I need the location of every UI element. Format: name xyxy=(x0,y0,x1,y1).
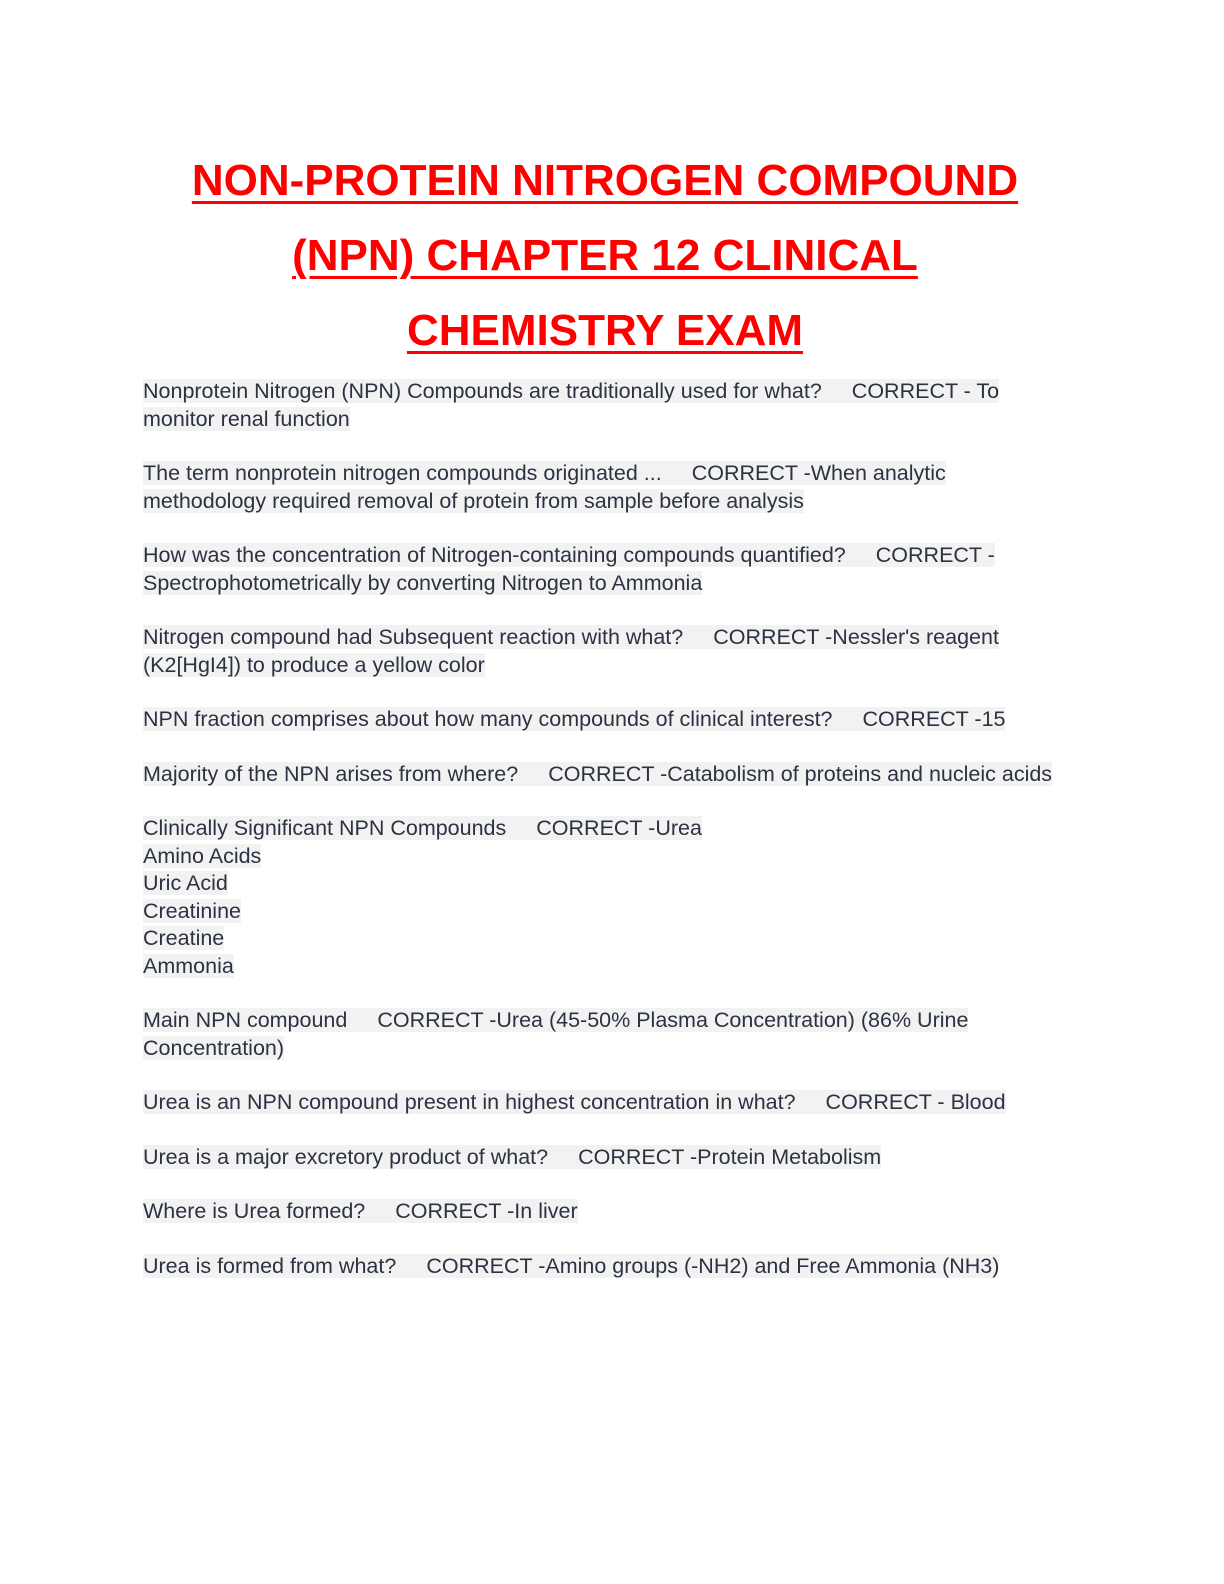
answer-line: Uric Acid xyxy=(143,871,228,895)
answer-text: CORRECT -Spectrophotometrically by converting Nitrogen to Ammonia xyxy=(143,543,995,595)
question-text: Urea is formed from what? xyxy=(143,1253,397,1278)
qa-item xyxy=(143,1007,1073,1062)
qa-item xyxy=(143,706,1073,734)
answer-text: CORRECT -Urea xyxy=(536,816,702,840)
qa-item xyxy=(143,460,1073,515)
qa-item xyxy=(143,1198,1073,1226)
answer-text: CORRECT -Protein Metabolism xyxy=(578,1144,882,1169)
qa-item xyxy=(143,378,1073,433)
answer-text: CORRECT -Urea (45-50% Plasma Concentration) (86% Urine Concentration) xyxy=(143,1008,969,1060)
answer-text: CORRECT -When analytic methodology required removal of protein from sample before analysis xyxy=(143,461,946,513)
answer-text: CORRECT -15 xyxy=(862,707,1006,731)
question-text: Nitrogen compound had Subsequent reaction with what? xyxy=(143,625,684,649)
qa-item xyxy=(143,624,1073,679)
question-text: Nonprotein Nitrogen (NPN) Compounds are traditionally used for what? xyxy=(143,379,822,403)
question-text: Where is Urea formed? xyxy=(143,1199,366,1223)
question-text: The term nonprotein nitrogen compounds originated ... xyxy=(143,461,662,485)
answer-line: Creatine xyxy=(143,926,225,950)
question-text: Main NPN compound xyxy=(143,1008,348,1032)
answer-line: Creatinine xyxy=(143,898,241,923)
document-title xyxy=(100,143,1110,368)
qa-item xyxy=(143,1144,1073,1172)
question-text: Urea is a major excretory product of what? xyxy=(143,1144,549,1169)
answer-text: CORRECT - To monitor renal function xyxy=(143,379,1000,431)
title-line-3: CHEMISTRY EXAM xyxy=(406,306,804,355)
question-text: Clinically Significant NPN Compounds xyxy=(143,816,507,840)
answer-line: Amino Acids xyxy=(143,843,262,868)
answer-text: CORRECT - Blood xyxy=(825,1090,1006,1114)
question-list xyxy=(143,378,1073,1307)
qa-item xyxy=(143,1089,1073,1117)
question-text: Urea is an NPN compound present in highest concentration in what? xyxy=(143,1090,796,1114)
question-text: Majority of the NPN arises from where? xyxy=(143,761,519,786)
title-line-2: (NPN) CHAPTER 12 CLINICAL xyxy=(292,231,918,280)
answer-line: Ammonia xyxy=(143,953,234,978)
answer-text: CORRECT -In liver xyxy=(395,1199,578,1223)
title-line-1: NON-PROTEIN NITROGEN COMPOUND xyxy=(191,156,1019,205)
answer-text: CORRECT -Nessler's reagent (K2[HgI4]) to produce a yellow color xyxy=(143,625,999,677)
question-text: How was the concentration of Nitrogen-containing compounds quantified? xyxy=(143,543,846,567)
answer-text: CORRECT -Catabolism of proteins and nucleic acids xyxy=(548,761,1053,786)
qa-item xyxy=(143,1253,1073,1281)
qa-item xyxy=(143,815,1073,980)
answer-text: CORRECT -Amino groups (-NH2) and Free Ammonia (NH3) xyxy=(426,1253,1000,1278)
question-text: NPN fraction comprises about how many compounds of clinical interest? xyxy=(143,707,833,731)
qa-item xyxy=(143,761,1073,789)
qa-item xyxy=(143,542,1073,597)
